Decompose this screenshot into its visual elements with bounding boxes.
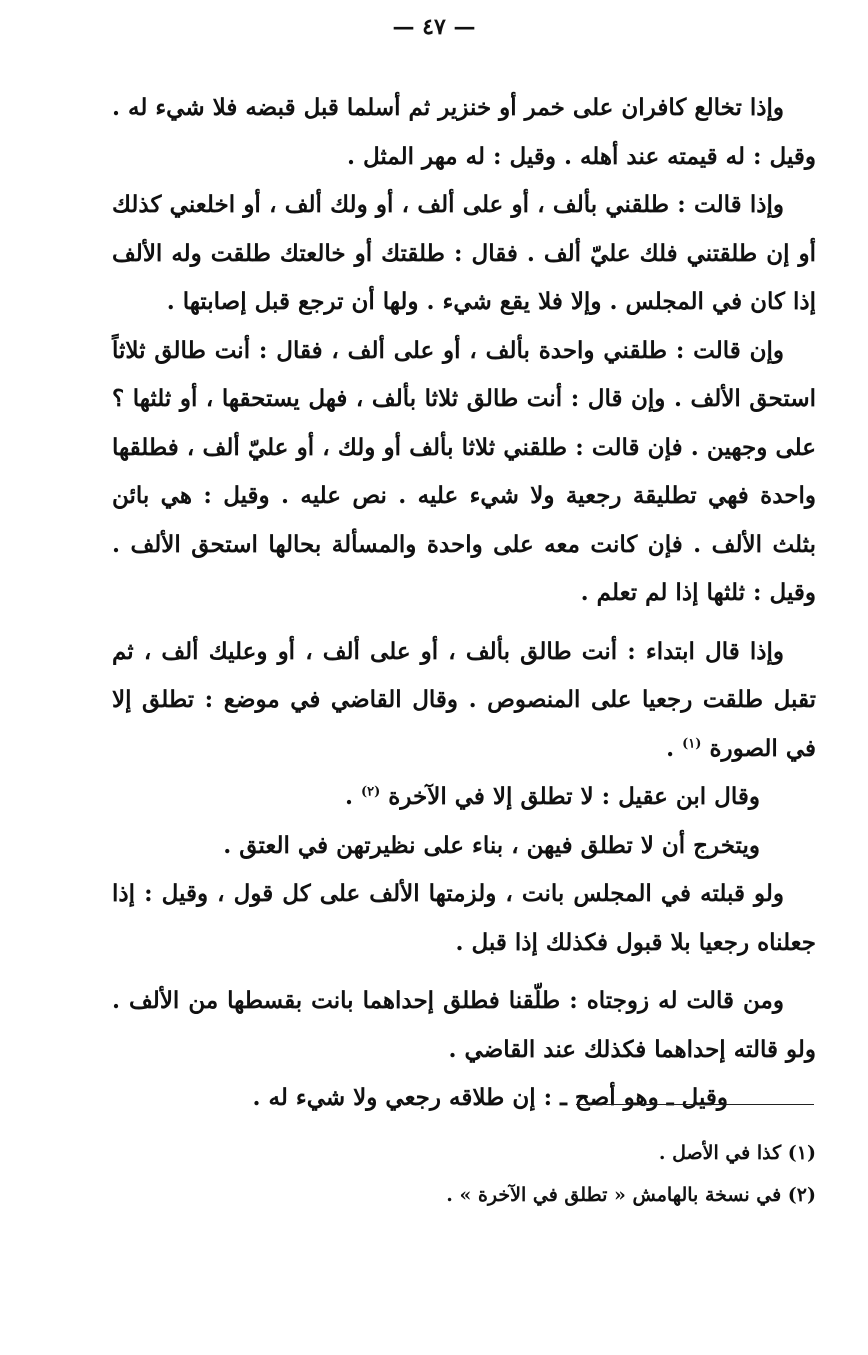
- footnote-divider: [576, 1104, 814, 1105]
- paragraph-text: وإذا قال ابتداء : أنت طالق بألف ، أو على ألف ، أو وعليك ألف ، ثم تقبل طلقت رجعيا على المنصوص . وقال القاضي في موضع : تطلق إلا في الصورة: [112, 637, 816, 762]
- footnote-marker-2: (٢): [360, 784, 381, 800]
- footnote-1: (١) كذا في الأصل .: [658, 1142, 816, 1164]
- paragraph: ويتخرج أن لا تطلق فيهن ، بناء على نظيرتهن في العتق .: [223, 831, 760, 859]
- paragraph: وإذا تخالع كافران على خمر أو خنزير ثم أسلما قبل قبضه فلا شيء له . وقيل : له قيمته عند أهله . وقيل : له مهر المثل .: [112, 94, 816, 170]
- footnote-2: (٢) في نسخة بالهامش « تطلق في الآخرة » .: [446, 1184, 816, 1206]
- paragraph: ومن قالت له زوجتاه : طلّقنا فطلق إحداهما بانت بقسطها من الألف . ولو قالته إحداهما فكذلك عند القاضي .: [112, 987, 816, 1063]
- paragraph: وإذا قالت : طلقني بألف ، أو على ألف ، أو ولك ألف ، أو اخلعني كذلك أو إن طلقتني فلك عليّ ألف . فقال : طلقتك أو خالعتك طلقت وله الألف إذا كان في المجلس . وإلا فلا يقع شيء . ولها أن ترجع قبل إصابتها .: [112, 191, 816, 315]
- paragraph-with-note: وقال ابن عقيل : لا تطلق إلا في الآخرة $^{(٢)}$ .: [344, 783, 760, 810]
- footnotes: [112, 1132, 816, 1216]
- paragraph-text: وقال ابن عقيل : لا تطلق إلا في الآخرة: [388, 783, 760, 810]
- paragraph: وإن قالت : طلقني واحدة بألف ، أو على ألف ، فقال : أنت طالق ثلاثاً استحق الألف . وإن قال : أنت طالق ثلاثا بألف ، فهل يستحقها ، أو ثلثها ؟ على وجهين . فإن قالت : طلقني ثلاثا بألف أو ولك ، أو عليّ ألف ، فطلقها واحدة فهي تطليقة رجعية ولا شيء عليه . نص عليه . وقيل : هي بائن بثلث الألف . فإن كانت معه على واحدة والمسألة بحالها استحق الألف . وقيل : ثلثها إذا لم تعلم .: [112, 336, 816, 606]
- main-text: [112, 84, 816, 1123]
- page-number: — ٤٧ —: [392, 14, 476, 40]
- paragraph: وقيل ـ وهو أصح ـ : إن طلاقه رجعي ولا شيء له .: [252, 1084, 728, 1111]
- paragraph-with-note: وإذا قال ابتداء : أنت طالق بألف ، أو على ألف ، أو وعليك ألف ، ثم تقبل طلقت رجعيا على المنصوص . وقال القاضي في موضع : تطلق إلا في الصورة $^{(١)}$ .: [112, 637, 816, 762]
- paragraph: ولو قبلته في المجلس بانت ، ولزمتها الألف على كل قول ، وقيل : إذا جعلناه رجعيا بلا قبول فكذلك إذا قبل .: [112, 880, 816, 956]
- footnote-marker-1: (١): [682, 735, 702, 751]
